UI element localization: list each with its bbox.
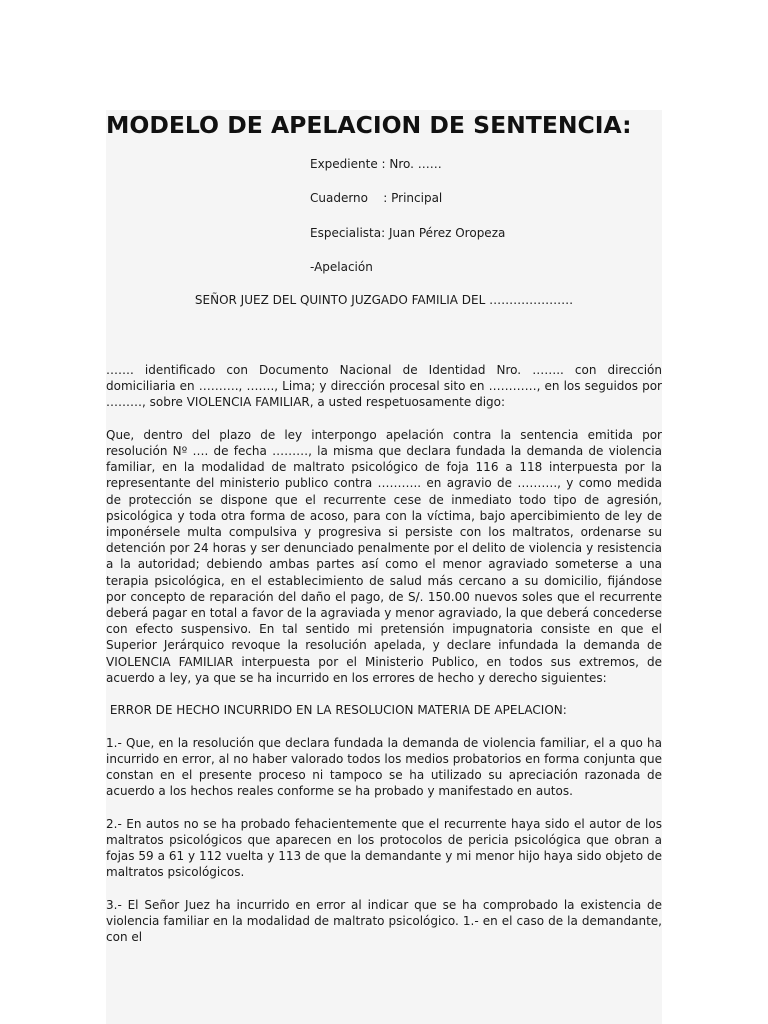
appeal-paragraph: Que, dentro del plazo de ley interpongo apelación contra la sentencia emitida por resolución Nº …. de fecha ………, la misma que declara fundada la demanda de violencia familiar, en la modalidad de maltrato psicológico de foja 116 a 118 interpuesta por la representante del ministerio publico contra ……….. en agravio de ………., y como medida de protección se dispone que el recurrente cese de inmediato todo tipo de agresión, psicológica y toda otra forma de acoso, para con la víctima, bajo apercibimiento de ley de imponérsele multa compulsiva y progresiva si persiste con los maltratos, ordenarse su detención por 24 horas y ser denunciado penalmente por el delito de violencia y resistencia a la autoridad; debiendo ambas partes así como el menor agraviado someterse a una terapia psicológica, en el establecimiento de salud más cercano a su domicilio, fijándose por concepto de reparación del daño el pago, de S/. 150.00 nuevos soles que el recurrente deberá pagar en total a favor de la agraviada y menor agraviado, la que deberá concederse con efecto suspensivo. En tal sentido mi pretensión impugnatoria consiste en que el Superior Jerárquico revoque la resolución apelada, y declare infundada la demanda de VIOLENCIA FAMILIAR interpuesta por el Ministerio Publico, en todos sus extremos, de acuerdo a ley, ya que se ha incurrido en los errores de hecho y derecho siguientes:: [106, 427, 662, 685]
addressee-line: SEÑOR JUEZ DEL QUINTO JUZGADO FAMILIA DEL …………………: [194, 293, 574, 307]
point-2-paragraph: 2.- En autos no se ha probado fehacientemente que el recurrente haya sido el autor de los maltratos psicológicos que aparecen en los protocolos de pericia psicológica que obran a fojas 59 a 61 y 112 vuelta y 113 de que la demandante y mi menor hijo haya sido objeto de maltratos psicológicos.: [106, 816, 662, 880]
point-3-paragraph: 3.- El Señor Juez ha incurrido en error al indicar que se ha comprobado la existencia de violencia familiar en la modalidad de maltrato psicológico. 1.- en el caso de la demandante, con el: [106, 897, 662, 945]
document-page: [106, 110, 662, 1024]
document-title: MODELO DE APELACION DE SENTENCIA:: [106, 111, 632, 139]
section-heading: ERROR DE HECHO INCURRIDO EN LA RESOLUCION MATERIA DE APELACION:: [106, 703, 567, 718]
document-body: [106, 362, 662, 961]
notebook-line: Cuaderno : Principal: [310, 191, 443, 205]
case-number-line: Expediente : Nro. ……: [310, 157, 442, 171]
intro-paragraph: ……. identificado con Documento Nacional de Identidad Nro. …….. con dirección domiciliaria en ………., ……., Lima; y dirección procesal sito en …………, en los seguidos por ………, sobre VIOLENCIA FAMILIAR, a usted respetuosamente digo:: [106, 363, 662, 410]
point-1-paragraph: 1.- Que, en la resolución que declara fundada la demanda de violencia familiar, el a quo ha incurrido en error, al no haber valorado todos los medios probatorios en forma conjunta que constan en el presente proceso ni tampoco se ha utilizado su apreciación razonada de acuerdo a los hechos reales conforme se ha probado y manifestado en autos.: [106, 735, 662, 799]
document-type-line: -Apelación: [310, 260, 373, 274]
specialist-line: Especialista: Juan Pérez Oropeza: [310, 226, 506, 240]
